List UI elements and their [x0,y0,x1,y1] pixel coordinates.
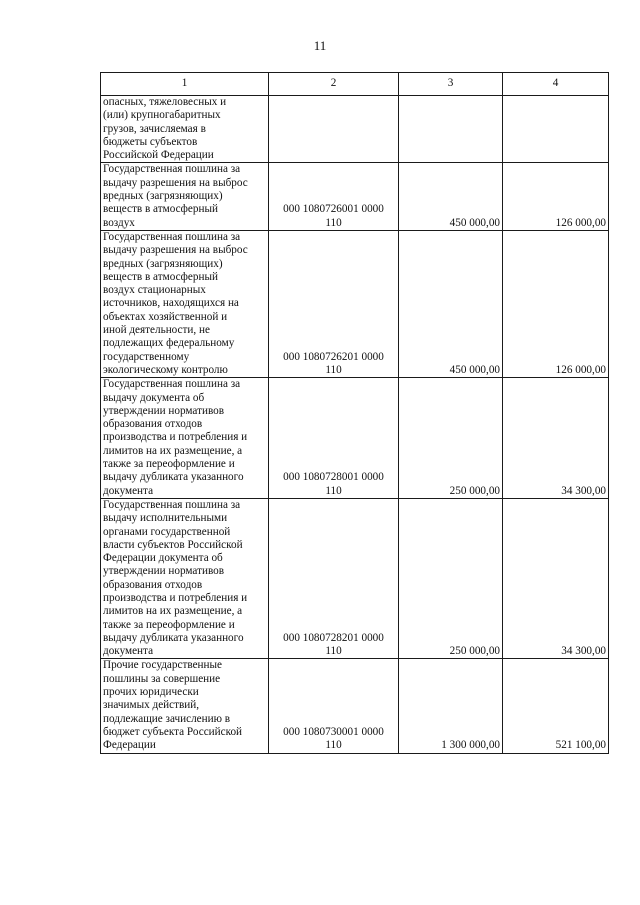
budget-code-line1: 000 1080726201 0000 [283,350,384,363]
budget-code-line2: 110 [325,216,342,229]
budget-code-line1: 000 1080728001 0000 [283,471,384,484]
budget-code-line1: 000 1080728201 0000 [283,631,384,644]
revenue-name: Государственная пошлина за выдачу исполнительными органами государственной власти субъектов Российской Федерации документа об утверждении нормативов образования отходов производства и потребления и лимитов на их размещение, а также за переоформление и выдачу дубликата указанного документа [103,498,248,658]
table-header-row [101,73,609,96]
table-row [101,96,609,163]
page-number: 11 [313,38,327,53]
budget-code-line2: 110 [325,363,342,376]
budget-code-cell [269,230,399,377]
column-header: 4 [503,73,609,96]
revenue-name-cell [101,163,269,230]
amount-cell: 1 300 000,00 [399,659,503,753]
budget-code-line1: 000 1080726001 0000 [283,203,384,216]
column-header: 3 [399,73,503,96]
budget-code-cell [269,498,399,659]
amount2-cell: 34 300,00 [503,378,609,499]
amount-cell: 450 000,00 [399,163,503,230]
column-header: 1 [101,73,269,96]
amount-cell: 250 000,00 [399,378,503,499]
amount-cell: 450 000,00 [399,230,503,377]
budget-code-line2: 110 [325,484,342,497]
budget-code-line2: 110 [325,739,342,752]
table-row [101,163,609,230]
budget-code-cell [269,96,399,163]
amount-cell [399,96,503,163]
column-header: 2 [269,73,399,96]
revenue-name: Государственная пошлина за выдачу разрешения на выброс вредных (загрязняющих) веществ в атмосферный воздух стационарных источников, находящихся на объектах хозяйственной и иной деятельности, не подлежащих федеральному государственному экологическому контролю [103,230,248,376]
table-row [101,230,609,377]
revenue-name-cell [101,659,269,753]
amount-cell: 250 000,00 [399,498,503,659]
table-row [101,498,609,659]
budget-code-cell [269,163,399,230]
revenue-name-cell [101,230,269,377]
budget-code-cell [269,659,399,753]
budget-code-line1: 000 1080730001 0000 [283,725,384,738]
revenue-name: Прочие государственные пошлины за совершение прочих юридически значимых действий, подлежащие зачислению в бюджет субъекта Российской Федерации [103,659,243,752]
table-row [101,659,609,753]
revenue-name-cell [101,378,269,499]
revenue-name-cell [101,498,269,659]
amount2-cell: 521 100,00 [503,659,609,753]
amount2-cell [503,96,609,163]
budget-code-cell [269,378,399,499]
budget-code-line2: 110 [325,645,342,658]
amount2-cell: 126 000,00 [503,230,609,377]
table-row [101,378,609,499]
amount2-cell: 34 300,00 [503,498,609,659]
revenue-name: опасных, тяжеловесных и (или) крупногабаритных грузов, зачисляемая в бюджеты субъектов Российской Федерации [103,96,227,162]
amount2-cell: 126 000,00 [503,163,609,230]
budget-table [100,72,609,754]
revenue-name: Государственная пошлина за выдачу документа об утверждении нормативов образования отходов производства и потребления и лимитов на их размещение, а также за переоформление и выдачу дубликата указанного документа [103,378,248,497]
revenue-name-cell [101,96,269,163]
revenue-name: Государственная пошлина за выдачу разрешения на выброс вредных (загрязняющих) веществ в атмосферный воздух [103,163,248,229]
